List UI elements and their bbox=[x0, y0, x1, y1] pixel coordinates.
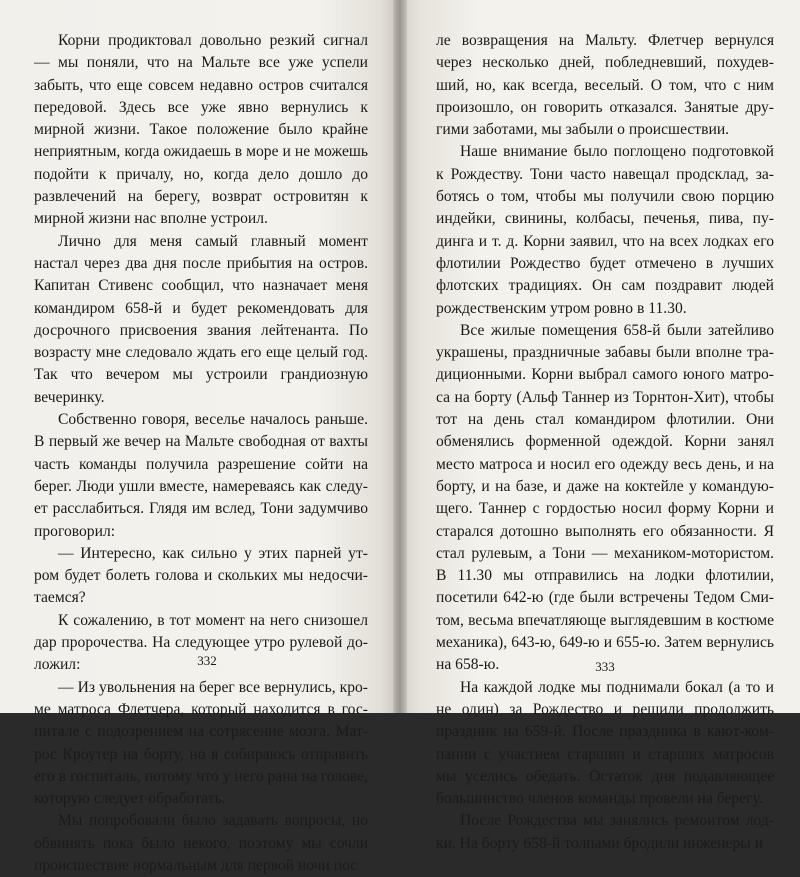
paragraph: Мы попробовали было задавать вопросы, но обвинять пока было некого, поэтому мы сочли происшествие нормальным для первой ночи пос bbox=[34, 812, 368, 874]
paragraph: Все жилые помещения 658-й были затейливо украшены, праздничные забавы были вполне традиционными. Корни выбрал самого юного матроса на борту (Альф Таннер из Торнтон-Хит), чтобы тот на день стал командиром флотилии. Они обменялись форменной одеждой. Корни занял место матроса и носил его одежду весь день, и на борту, и на базе, и даже на коктейле у командующего. Таннер с гордостью носил форму Корни и старался дотошно выполнять его обязанности. Я стал рулевым, а Тони — механиком-мотористом. В 11.30 мы отправились на лодки флотилии, посетили 642-ю (где были встречены Тедом Смитом, весьма впечатляюще выглядевшим в костюме механика), 643-ю, 649-ю и 655-ю. Затем вернулись на 658-ю. bbox=[436, 321, 774, 674]
page-number-right: 333 bbox=[595, 659, 615, 674]
page-number-left: 332 bbox=[197, 653, 217, 668]
paragraph: — Из увольнения на берег все вернулись, кроме матроса Флетчера, который находится в госпитале с подозрением на сотрясение мозга. Матрос Кроутер на борту, но я собираюсь отправить его в госпиталь, потому что у него рана на голове, которую следует обработать. bbox=[34, 678, 368, 808]
paragraph: — Интересно, как сильно у этих парней утром будет болеть голова и скольких мы недосчитаемся? bbox=[34, 544, 368, 607]
book-gutter-shadow bbox=[393, 0, 407, 713]
right-page-text bbox=[436, 30, 774, 855]
paragraph: Наше внимание было поглощено подготовкой к Рождеству. Тони часто навещал продсклад, заботясь о том, чтобы мы получили свою порцию индейки, свинины, колбасы, печенья, пива, пудинга и т. д. Корни заявил, что на всех лодках его флотилии Рождество будет отмечено в лучших флотских традициях. Он сам поздравит людей рождественским утром ровно в 11.30. bbox=[436, 143, 774, 317]
paragraph: Собственно говоря, веселье началось раньше. В первый же вечер на Мальте свободная от вахты часть команды получила разрешение сойти на берег. Люди ушли вместе, намереваясь как следует расслабиться. Глядя им вслед, Тони задумчиво проговорил: bbox=[34, 411, 368, 540]
paragraph: На каждой лодке мы поднимали бокал (а то и не один) за Рождество и решили продолжить праздник на 659-й. После праздника в кают-компании с участием старшин и старших матросов мы уселись обедать. Остаток дня подавляющее большинство членов команды провели на берегу. bbox=[436, 678, 774, 808]
paragraph-continuation: ле возвращения на Мальту. Флетчер вернулся через несколько дней, побледневший, похудевший, но, как всегда, веселый. О том, что с ним произошло, он говорить отказался. Занятые другими заботами, мы забыли о происшествии. bbox=[436, 32, 774, 139]
paragraph: Корни продиктовал довольно резкий сигнал — мы поняли, что на Мальте все уже успели забыть, что еще совсем недавно остров считался передовой. Здесь все уже явно вернулись к мирной жизни. Такое положение было крайне неприятным, когда ожидаешь в море и не можешь подойти к причалу, но, когда дело дошло до развлечений на берегу, возврат островитян к мирной жизни нас вполне устроил. bbox=[34, 32, 368, 228]
paragraph: Лично для меня самый главный момент настал через два дня после прибытия на остров. Капитан Стивенс сообщил, что назначает меня командиром 658-й и будет рекомендовать для досрочного присвоения звания лейтенанта. По возрасту мне следовало ждать его еще целый год. Так что вечером мы устроили грандиозную вечеринку. bbox=[34, 232, 368, 406]
paragraph: К сожалению, в тот момент на него снизошел дар пророчества. На следующее утро рулевой доложил: bbox=[34, 611, 368, 674]
paragraph: После Рождества мы занялись ремонтом лодки. На борту 658-й толпами бродили инженеры и bbox=[436, 812, 774, 852]
left-page-text bbox=[34, 30, 368, 877]
left-page bbox=[0, 0, 398, 874]
right-page bbox=[398, 0, 800, 852]
